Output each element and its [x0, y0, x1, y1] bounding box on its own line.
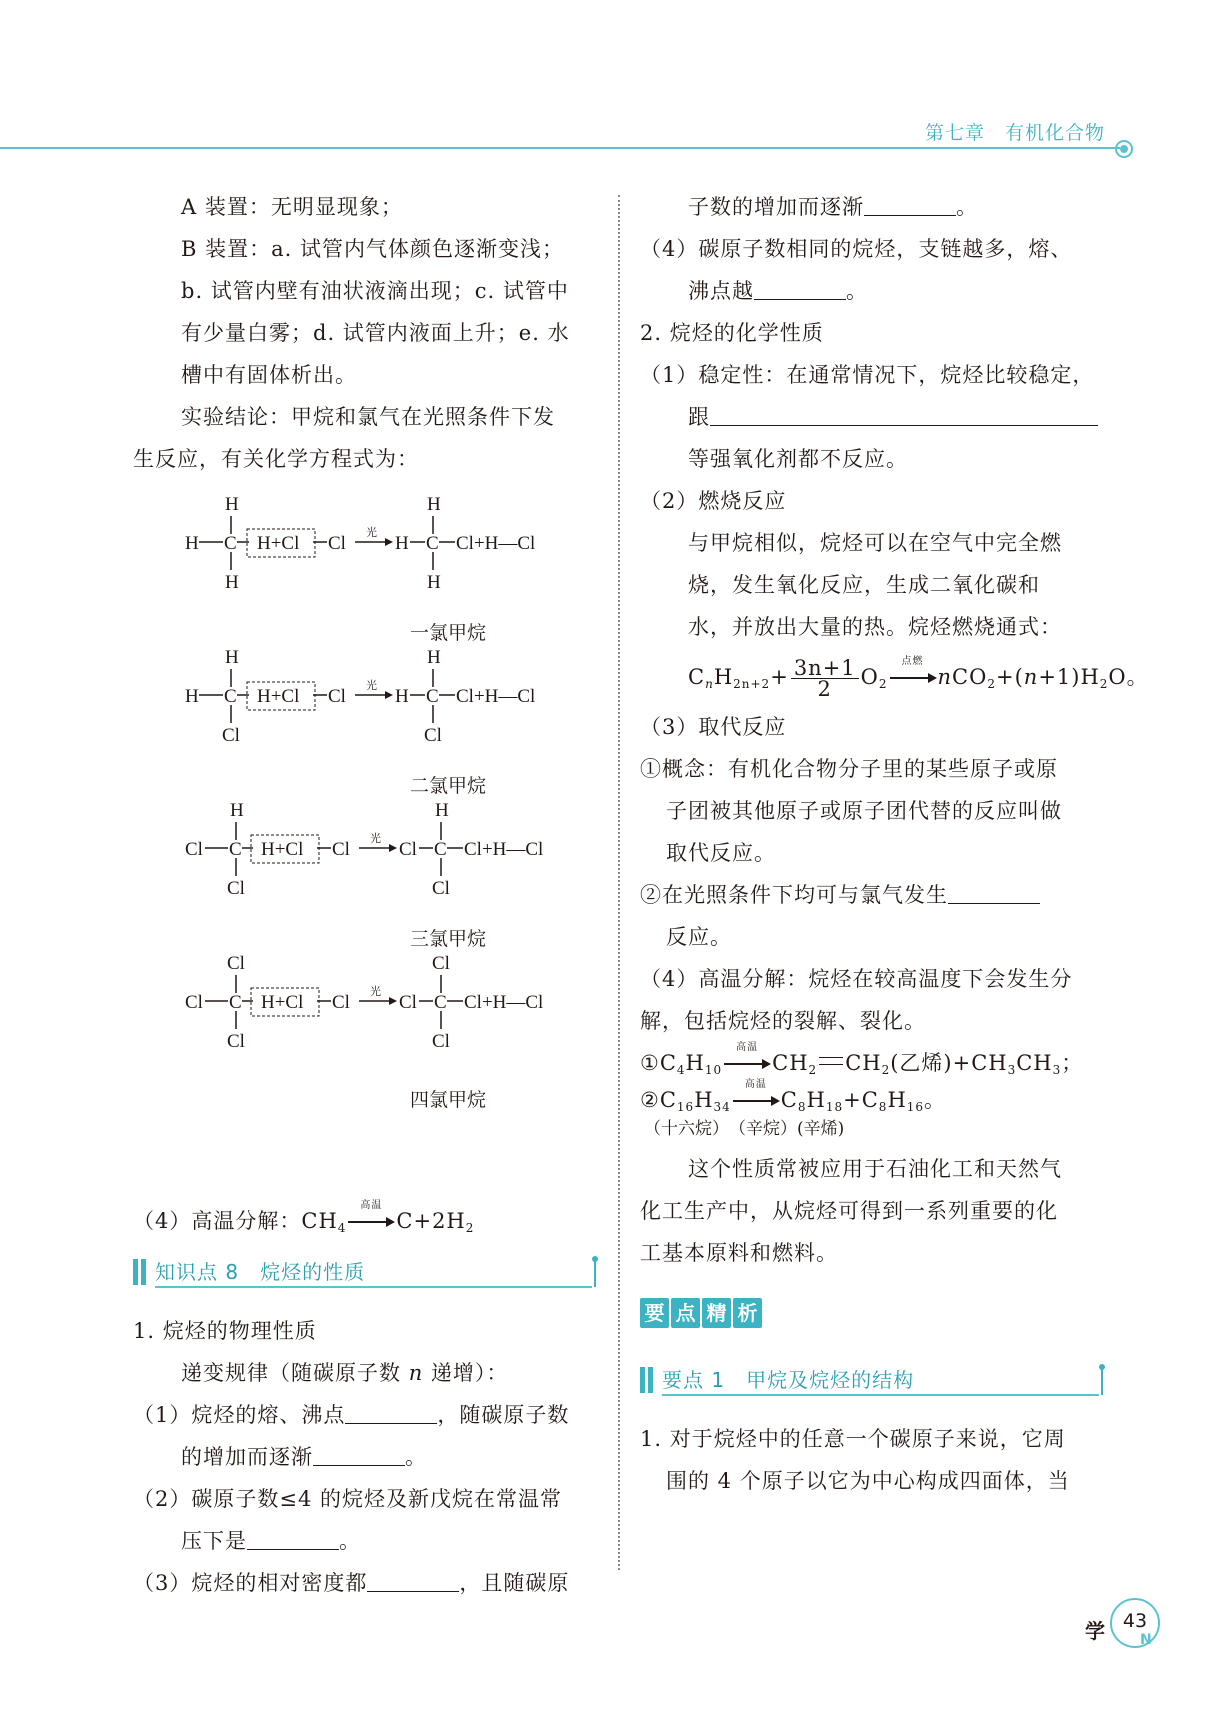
atom-top-right: Cl	[432, 953, 450, 974]
atom-bottom: Cl	[227, 1031, 245, 1052]
phys-item-4-cont: 沸点越 。	[688, 279, 868, 303]
reaction-structure	[133, 945, 598, 1075]
chem-item-2: （2）燃烧反应	[640, 489, 787, 513]
product-tail: Cl+H—Cl	[464, 839, 544, 860]
intro-line: 有少量白雾；d. 试管内液面上升；e. 水	[181, 321, 570, 345]
atom-carbon: C	[229, 992, 242, 1013]
reaction-arrow-icon: 高温	[348, 1212, 394, 1226]
physical-props-rule: 递变规律（随碳原子数 n 递增）：	[181, 1361, 509, 1385]
atom-h-right: H	[395, 686, 409, 707]
chlorination-reactions	[133, 486, 598, 1176]
atom-cl: Cl	[328, 686, 346, 707]
answer-blank[interactable]	[948, 883, 1040, 904]
atom-top-right: H	[435, 800, 449, 821]
logo-mark-icon: N	[1140, 1632, 1152, 1648]
page-number: 43	[1122, 1610, 1148, 1632]
chem-item-4-cont: 解，包括烷烃的裂解、裂化。	[640, 1009, 926, 1033]
phys-item-2: （2）碳原子数≤4 的烷烃及新戊烷在常温常	[133, 1487, 562, 1511]
structure-text: 1. 对于烷烃中的任意一个碳原子来说，它周	[640, 1427, 1066, 1451]
atom-carbon-right: C	[426, 686, 439, 707]
section-heading-point1	[640, 1364, 1105, 1396]
combustion-text: 烧，发生氧化反应，生成二氧化碳和	[688, 573, 1040, 597]
substitution-cond: ②在光照条件下均可与氯气发生	[640, 874, 1105, 916]
atom-carbon: C	[229, 839, 242, 860]
phys-item-1-cont: 的增加而逐渐 。	[181, 1445, 427, 1469]
atom-bottom-right: H	[427, 572, 441, 593]
combustion-formula: $C_nH_{2n+2}+$ $\frac{3n+1}{2}$ $O_2$ 点燃 $nCO_2+(n+1)H_2O$。	[688, 656, 1149, 701]
atom-carbon-right: C	[434, 992, 447, 1013]
answer-blank[interactable]	[864, 195, 956, 216]
atom-bottom-right: Cl	[432, 1031, 450, 1052]
atom-top: H	[230, 800, 244, 821]
atom-hcl: H+Cl	[261, 992, 304, 1013]
atom-left: Cl	[185, 992, 203, 1013]
reaction-mono	[133, 486, 598, 656]
atom-left: H	[185, 533, 199, 554]
reaction-tetra	[133, 945, 598, 1115]
cond-light: 光	[370, 833, 381, 845]
header-circle-icon	[1115, 140, 1133, 158]
chem-item-3: （3）取代反应	[640, 715, 787, 739]
atom-bottom: Cl	[222, 725, 240, 746]
header-rule	[0, 147, 1120, 149]
reaction-name: 四氯甲烷	[409, 1089, 486, 1111]
chem-item-1-cont: 跟	[640, 396, 1105, 438]
intro-line: 槽中有固体析出。	[181, 363, 357, 387]
atom-top: H	[225, 647, 239, 668]
substitution-def: ①概念：有机化合物分子里的某些原子或原	[640, 757, 1058, 781]
atom-cl-right: Cl	[399, 839, 417, 860]
atom-top-right: H	[427, 494, 441, 515]
atom-bottom-right: Cl	[432, 878, 450, 899]
answer-blank[interactable]	[754, 279, 846, 300]
intro-line: A 装置：无明显现象；	[181, 195, 403, 219]
intro-line: b. 试管内壁有油状液滴出现；c. 试管中	[181, 279, 569, 303]
header-chapter-title: 第七章 有机化合物	[925, 122, 1106, 144]
phys-item-3-cont: 子数的增加而逐渐 。	[688, 195, 978, 219]
chem-item-1: （1）稳定性：在通常情况下，烷烃比较稳定，	[640, 363, 1095, 387]
atom-top-right: H	[427, 647, 441, 668]
atom-top: H	[225, 494, 239, 515]
column-divider	[618, 195, 620, 1570]
answer-blank[interactable]	[367, 1571, 459, 1592]
combustion-text: 与甲烷相似，烷烃可以在空气中完全燃	[688, 531, 1062, 555]
atom-bottom: Cl	[227, 878, 245, 899]
section-title: 要点 1 甲烷及烷烃的结构	[662, 1368, 915, 1392]
product-tail: Cl+H—Cl	[456, 686, 536, 707]
cond-light: 光	[366, 680, 377, 692]
substitution-cond-end: 反应。	[666, 925, 732, 949]
chem-item-4: （4）高温分解：烷烃在较高温度下会发生分	[640, 967, 1073, 991]
reaction-name: 二氯甲烷	[409, 775, 486, 797]
phys-item-4: （4）碳原子数相同的烷烃，支链越多，熔、	[640, 237, 1073, 261]
left-column	[133, 186, 598, 1604]
atom-cl: Cl	[332, 992, 350, 1013]
atom-top: Cl	[227, 953, 245, 974]
application-text: 工基本原料和燃料。	[640, 1241, 838, 1265]
phys-item-2-cont: 压下是 。	[181, 1529, 361, 1553]
atom-carbon-right: C	[434, 839, 447, 860]
atom-bottom: H	[225, 572, 239, 593]
reaction-structure	[133, 639, 598, 769]
atom-hcl: H+Cl	[261, 839, 304, 860]
reaction-name: 一氯甲烷	[409, 622, 486, 644]
product-tail: Cl+H—Cl	[456, 533, 536, 554]
atom-cl: Cl	[328, 533, 346, 554]
application-text: 化工生产中，从烷烃可得到一系列重要的化	[640, 1199, 1058, 1223]
fraction: $\frac{3n+1}{2}$	[791, 658, 859, 699]
answer-blank[interactable]	[345, 1403, 437, 1424]
atom-h-right: H	[395, 533, 409, 554]
atom-cl-right: Cl	[399, 992, 417, 1013]
phys-item-1: （1）烷烃的熔、沸点 ，随碳原子数	[133, 1403, 570, 1427]
combustion-text: 水，并放出大量的热。烷烃燃烧通式：	[688, 615, 1062, 639]
reaction-structure	[133, 486, 598, 616]
double-bond-icon	[819, 1057, 843, 1065]
reaction-name: 三氯甲烷	[409, 928, 486, 950]
cracking-eq-2: $②C_{16}H_{34}$ 高温 $C_8H_{18}+C_8H_{16}$。	[640, 1079, 947, 1114]
physical-props-title: 1. 烷烃的物理性质	[133, 1319, 317, 1343]
atom-hcl: H+Cl	[257, 686, 300, 707]
cond-light: 光	[370, 986, 381, 998]
right-column	[640, 186, 1149, 1502]
cracking-eq-2-note: （十六烷） （辛烷）(辛烯)	[644, 1119, 845, 1139]
reaction-arrow-icon: 高温	[724, 1054, 770, 1068]
chem-item-1-end: 等强氧化剂都不反应。	[688, 447, 908, 471]
reaction-arrow-icon: 点燃	[890, 668, 936, 682]
intro-line: B 装置：a. 试管内气体颜色逐渐变浅；	[181, 237, 564, 261]
atom-left: Cl	[185, 839, 203, 860]
answer-blank[interactable]	[313, 1445, 405, 1466]
phys-item-3: （3）烷烃的相对密度都 ，且随碳原	[133, 1571, 570, 1595]
substitution-def: 子团被其他原子或原子团代替的反应叫做	[666, 799, 1062, 823]
answer-blank-long[interactable]	[710, 405, 1098, 426]
reaction-tri	[133, 792, 598, 962]
atom-carbon: C	[224, 533, 237, 554]
section-bars-icon	[133, 1259, 147, 1283]
atom-bottom-right: Cl	[424, 725, 442, 746]
methane-decomposition: （4）高温分解：$CH_4$ 高温 $C+2H_2$	[133, 1200, 475, 1235]
atom-cl: Cl	[332, 839, 350, 860]
section-heading-8	[133, 1256, 598, 1288]
substitution-def: 取代反应。	[666, 841, 776, 865]
cracking-eq-1: $①C_4H_{10}$ 高温 $CH_2$ $CH_2$(乙烯)$+CH_3CH_3$；	[640, 1042, 1084, 1077]
intro-line: 实验结论：甲烷和氯气在光照条件下发	[181, 405, 555, 429]
chemical-props-title: 2. 烷烃的化学性质	[640, 321, 824, 345]
structure-text: 围的 4 个原子以它为中心构成四面体，当	[666, 1469, 1070, 1493]
application-text: 这个性质常被应用于石油化工和天然气	[688, 1157, 1062, 1181]
answer-blank[interactable]	[247, 1529, 339, 1550]
reaction-di	[133, 639, 598, 809]
key-points-tag: 要 点 精 析	[640, 1298, 1105, 1332]
reaction-structure	[133, 792, 598, 922]
section-title: 知识点 8 烷烃的性质	[155, 1260, 366, 1284]
reaction-arrow-icon: 高温	[733, 1091, 779, 1105]
section-bars-icon	[640, 1367, 654, 1391]
cond-light: 光	[366, 527, 377, 539]
footer-label: 学	[1085, 1619, 1105, 1643]
intro-line: 生反应，有关化学方程式为：	[133, 447, 419, 471]
product-tail: Cl+H—Cl	[464, 992, 544, 1013]
atom-carbon: C	[224, 686, 237, 707]
atom-hcl: H+Cl	[257, 533, 300, 554]
atom-left: H	[185, 686, 199, 707]
atom-carbon-right: C	[426, 533, 439, 554]
